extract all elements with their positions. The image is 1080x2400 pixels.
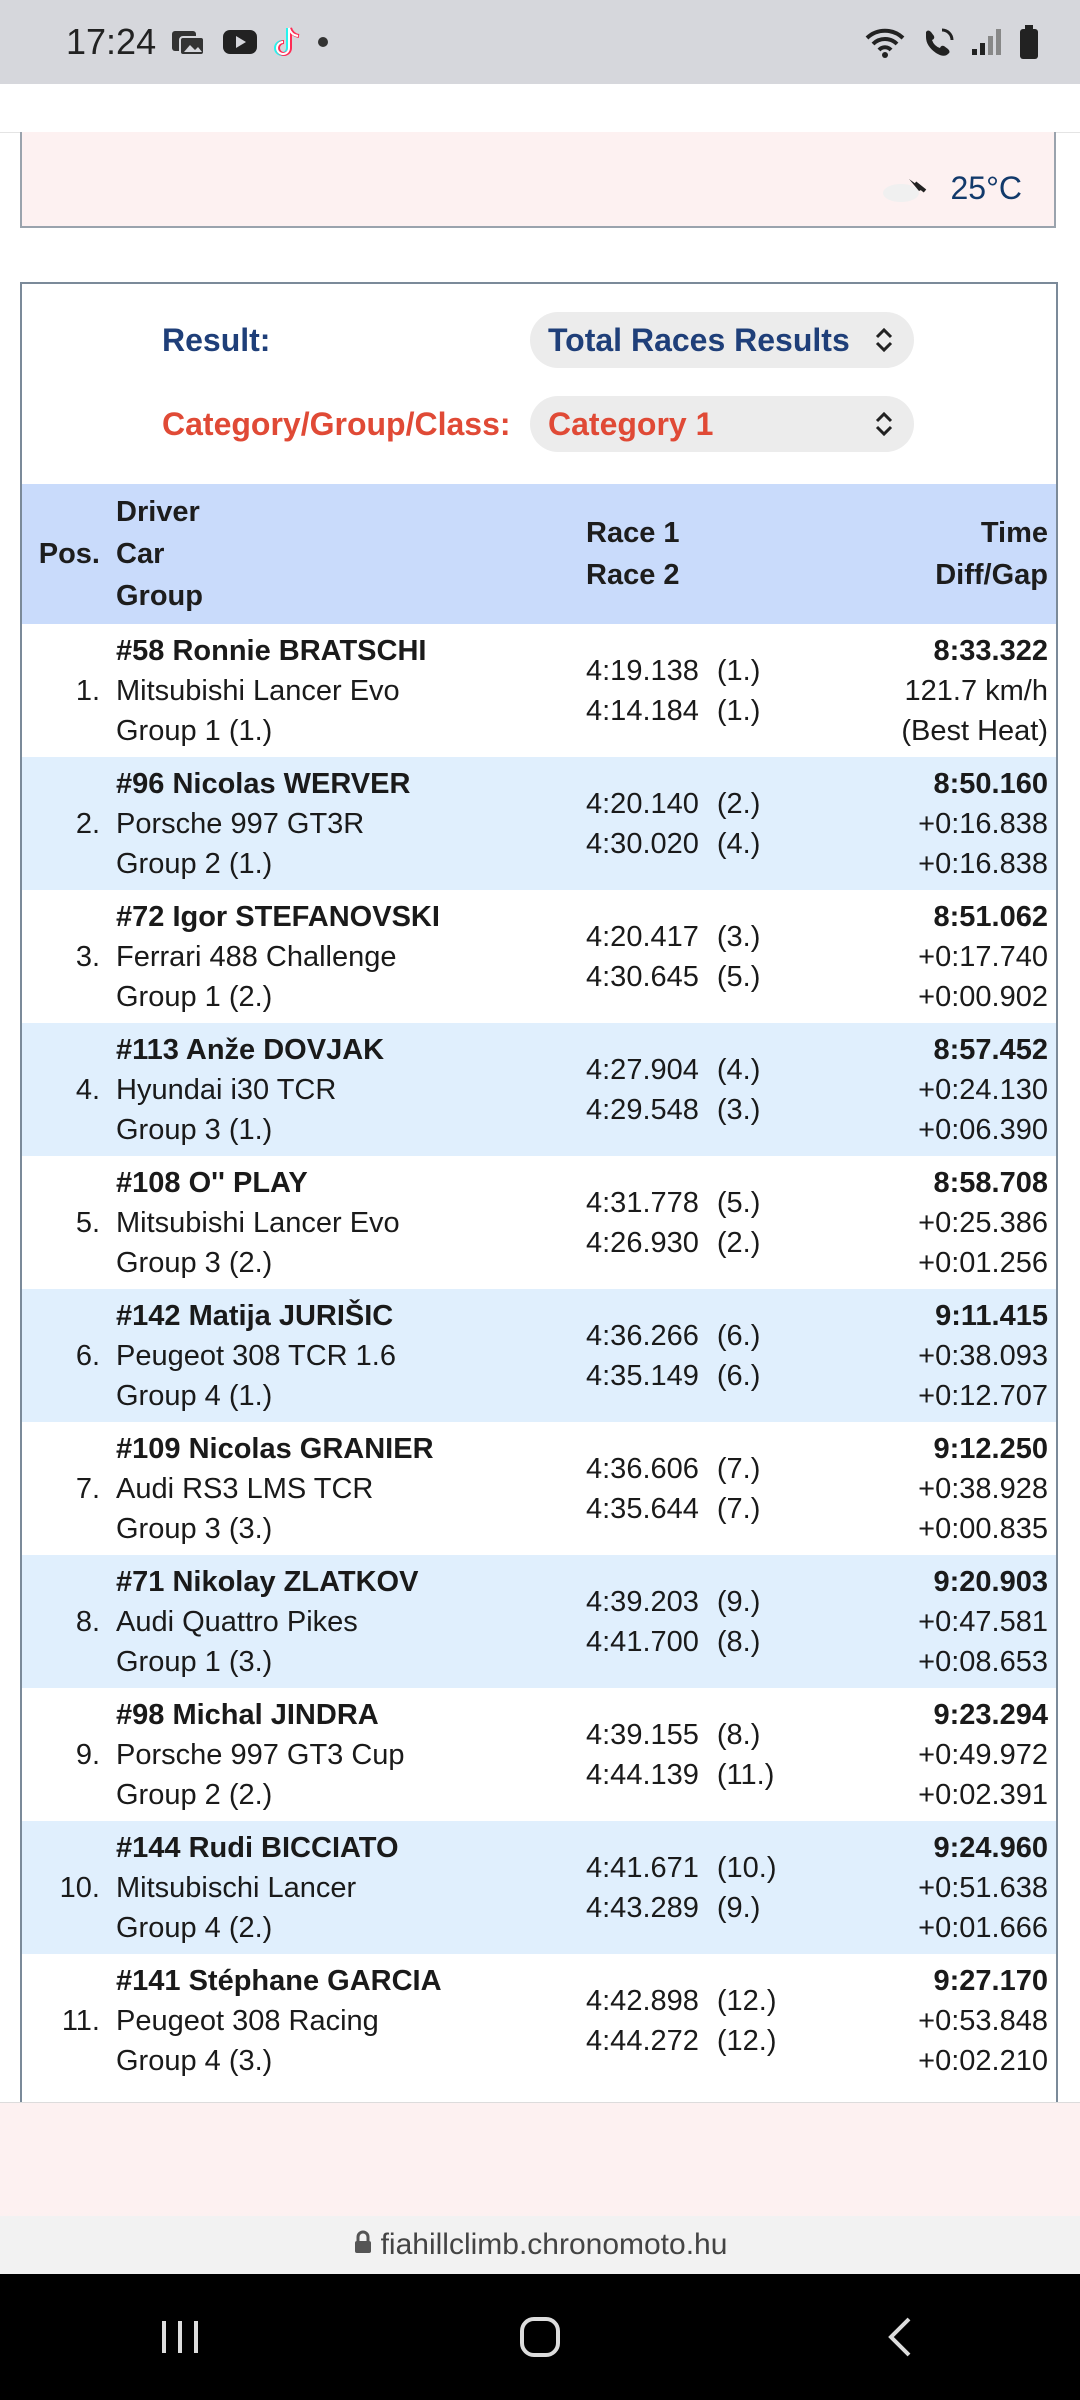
time-gap: +0:08.653 — [918, 1645, 1048, 1678]
position: 11. — [22, 1954, 108, 2087]
page-header-remnant — [0, 84, 1080, 133]
time-diff: +0:53.848 — [918, 2004, 1048, 2037]
youtube-icon — [222, 28, 258, 56]
total-time: 9:24.960 — [933, 1831, 1048, 1864]
time-gap: +0:00.835 — [918, 1512, 1048, 1545]
event-info-box — [20, 132, 1056, 228]
table-row — [22, 1954, 1056, 2087]
table-row — [22, 757, 1056, 890]
position: 2. — [22, 757, 108, 890]
time-cell — [886, 1688, 1056, 1821]
race1-result — [586, 1848, 886, 1888]
race2-rank: (7.) — [716, 1492, 761, 1525]
back-button[interactable] — [840, 2297, 960, 2377]
time-gap: +0:02.210 — [918, 2044, 1048, 2077]
driver-cell — [108, 1156, 586, 1289]
wifi-calling-icon — [920, 26, 956, 58]
race1-rank: (3.) — [716, 920, 761, 953]
race-times-cell — [586, 1156, 886, 1289]
time-cell — [886, 624, 1056, 757]
race-times-cell — [586, 1954, 886, 2087]
race2-rank: (12.) — [716, 2024, 777, 2057]
race1-rank: (9.) — [716, 1585, 761, 1618]
group-rank: Group 3 (2.) — [116, 1246, 273, 1279]
driver-cell — [108, 1555, 586, 1688]
partly-cloudy-icon — [879, 171, 935, 207]
battery-icon — [1018, 24, 1040, 60]
position: 10. — [22, 1821, 108, 1954]
race1-time: 4:19.138 — [586, 654, 699, 687]
time-cell — [886, 757, 1056, 890]
driver-cell — [108, 1954, 586, 2087]
lock-icon — [353, 2228, 373, 2262]
race1-time: 4:42.898 — [586, 1984, 699, 2017]
race1-result — [586, 1582, 886, 1622]
page-footer-area — [0, 2102, 1080, 2217]
weather — [879, 170, 1023, 207]
group-rank: Group 4 (1.) — [116, 1379, 273, 1412]
total-time: 9:27.170 — [933, 1964, 1048, 1997]
driver-name[interactable]: #108 O'' PLAY — [116, 1166, 308, 1199]
race2-result — [586, 1622, 886, 1662]
header-group-label: Group — [116, 580, 203, 612]
header-race2-label: Race 2 — [586, 559, 680, 591]
time-gap: +0:00.902 — [918, 980, 1048, 1013]
time-diff: +0:16.838 — [918, 807, 1048, 840]
results-panel — [20, 282, 1058, 2102]
table-row — [22, 890, 1056, 1023]
race-times-cell — [586, 624, 886, 757]
car-name: Porsche 997 GT3R — [116, 807, 365, 840]
total-time: 8:51.062 — [933, 900, 1048, 933]
race1-time: 4:39.155 — [586, 1718, 699, 1751]
car-name: Audi Quattro Pikes — [116, 1605, 358, 1638]
race2-rank: (3.) — [716, 1093, 761, 1126]
group-rank: Group 1 (3.) — [116, 1645, 273, 1678]
race2-result — [586, 1888, 886, 1928]
status-time: 17:24 — [66, 21, 157, 62]
time-diff: +0:38.093 — [918, 1339, 1048, 1372]
race1-time: 4:41.671 — [586, 1851, 699, 1884]
race-times-cell — [586, 1688, 886, 1821]
position: 3. — [22, 890, 108, 1023]
race1-result — [586, 917, 886, 957]
race2-rank: (2.) — [716, 1226, 761, 1259]
race1-rank: (1.) — [716, 654, 761, 687]
race2-time: 4:43.289 — [586, 1891, 699, 1924]
header-time-label: Time — [980, 517, 1048, 549]
race1-time: 4:36.266 — [586, 1319, 699, 1352]
driver-cell — [108, 890, 586, 1023]
race-times-cell — [586, 757, 886, 890]
race2-result — [586, 691, 886, 731]
race2-time: 4:26.930 — [586, 1226, 699, 1259]
time-cell — [886, 1023, 1056, 1156]
time-gap: +0:06.390 — [918, 1113, 1048, 1146]
time-cell — [886, 1156, 1056, 1289]
race2-time: 4:35.149 — [586, 1359, 699, 1392]
total-time: 8:50.160 — [933, 767, 1048, 800]
total-time: 8:57.452 — [933, 1033, 1048, 1066]
race2-result — [586, 1755, 886, 1795]
position: 1. — [22, 624, 108, 757]
table-row — [22, 1023, 1056, 1156]
driver-name[interactable]: #113 Anže DOVJAK — [116, 1033, 385, 1066]
race-times-cell — [586, 1555, 886, 1688]
recents-button[interactable] — [120, 2297, 240, 2377]
position: 6. — [22, 1289, 108, 1422]
group-rank: Group 1 (1.) — [116, 714, 273, 747]
total-time: 8:33.322 — [933, 634, 1048, 667]
driver-cell — [108, 1821, 586, 1954]
race-times-cell — [586, 1422, 886, 1555]
position: 5. — [22, 1156, 108, 1289]
race1-result — [586, 784, 886, 824]
race2-time: 4:35.644 — [586, 1492, 699, 1525]
navigation-bar — [0, 2274, 1080, 2400]
category-select[interactable] — [530, 396, 914, 452]
total-time: 8:58.708 — [933, 1166, 1048, 1199]
time-gap: +0:01.256 — [918, 1246, 1048, 1279]
car-name: Mitsubishi Lancer Evo — [116, 674, 400, 707]
temperature: 25°C — [950, 170, 1022, 206]
race1-rank: (10.) — [716, 1851, 777, 1884]
race1-rank: (2.) — [716, 787, 761, 820]
race1-rank: (5.) — [716, 1186, 761, 1219]
car-name: Mitsubischi Lancer — [116, 1871, 357, 1904]
race1-rank: (12.) — [716, 1984, 777, 2017]
time-diff: 121.7 km/h — [904, 674, 1048, 707]
header-races — [586, 484, 886, 624]
driver-cell — [108, 1023, 586, 1156]
url-text: fiahillclimb.chronomoto.hu — [380, 2228, 728, 2261]
time-diff: +0:49.972 — [918, 1738, 1048, 1771]
total-time: 9:12.250 — [933, 1432, 1048, 1465]
race1-rank: (4.) — [716, 1053, 761, 1086]
category-filter — [22, 396, 1056, 456]
driver-name[interactable]: #58 Ronnie BRATSCHI — [116, 634, 427, 667]
group-rank: Group 2 (2.) — [116, 1778, 273, 1811]
race1-time: 4:20.417 — [586, 920, 699, 953]
car-name: Ferrari 488 Challenge — [116, 940, 397, 973]
result-select[interactable] — [530, 312, 914, 368]
table-row — [22, 1289, 1056, 1422]
race1-result — [586, 1715, 886, 1755]
position: 7. — [22, 1422, 108, 1555]
race1-result — [586, 1183, 886, 1223]
race1-result — [586, 1316, 886, 1356]
time-diff: +0:25.386 — [918, 1206, 1048, 1239]
table-row — [22, 1821, 1056, 1954]
group-rank: Group 3 (1.) — [116, 1113, 273, 1146]
race2-rank: (11.) — [716, 1758, 775, 1791]
time-gap: +0:02.391 — [918, 1778, 1048, 1811]
table-header — [22, 484, 1056, 624]
time-cell — [886, 1289, 1056, 1422]
time-gap: +0:16.838 — [918, 847, 1048, 880]
wifi-icon — [864, 26, 906, 58]
driver-name[interactable]: #109 Nicolas GRANIER — [116, 1432, 434, 1465]
signal-icon — [970, 27, 1004, 57]
race2-time: 4:44.139 — [586, 1758, 699, 1791]
driver-name[interactable]: #141 Stéphane GARCIA — [116, 1964, 442, 1997]
race1-rank: (6.) — [716, 1319, 761, 1352]
browser-url-bar[interactable] — [0, 2216, 1080, 2274]
results-table — [22, 484, 1056, 2087]
time-gap: (Best Heat) — [901, 714, 1048, 747]
group-rank: Group 4 (3.) — [116, 2044, 273, 2077]
group-rank: Group 1 (2.) — [116, 980, 273, 1013]
time-cell — [886, 1555, 1056, 1688]
home-button[interactable] — [480, 2297, 600, 2377]
race2-result — [586, 824, 886, 864]
car-name: Hyundai i30 TCR — [116, 1073, 337, 1106]
driver-cell — [108, 757, 586, 890]
group-rank: Group 2 (1.) — [116, 847, 273, 880]
race1-result — [586, 1050, 886, 1090]
header-diff-gap-label: Diff/Gap — [935, 559, 1048, 591]
result-select-value: Total Races Results — [548, 321, 850, 358]
total-time: 9:11.415 — [935, 1299, 1048, 1332]
race1-time: 4:31.778 — [586, 1186, 699, 1219]
total-time: 9:20.903 — [933, 1565, 1048, 1598]
driver-name[interactable]: #98 Michal JINDRA — [116, 1698, 379, 1731]
race1-result — [586, 1449, 886, 1489]
header-driver — [108, 484, 586, 624]
race2-time: 4:44.272 — [586, 2024, 699, 2057]
race2-result — [586, 957, 886, 997]
car-name: Porsche 997 GT3 Cup — [116, 1738, 405, 1771]
status-bar — [0, 0, 1080, 84]
time-cell — [886, 890, 1056, 1023]
race2-result — [586, 1489, 886, 1529]
header-race1-label: Race 1 — [586, 517, 680, 549]
race2-rank: (9.) — [716, 1891, 761, 1924]
race2-result — [586, 1356, 886, 1396]
time-diff: +0:51.638 — [918, 1871, 1048, 1904]
header-time — [886, 484, 1056, 624]
header-pos: Pos. — [22, 484, 108, 624]
race1-result — [586, 1981, 886, 2021]
car-name: Peugeot 308 Racing — [116, 2004, 379, 2037]
race2-rank: (4.) — [716, 827, 761, 860]
race2-time: 4:14.184 — [586, 694, 699, 727]
race1-time: 4:27.904 — [586, 1053, 699, 1086]
race2-result — [586, 1223, 886, 1263]
category-label: Category/Group/Class: — [162, 406, 511, 442]
race2-rank: (6.) — [716, 1359, 761, 1392]
race-times-cell — [586, 1821, 886, 1954]
driver-name[interactable]: #144 Rudi BICCIATO — [116, 1831, 399, 1864]
race2-rank: (1.) — [716, 694, 761, 727]
driver-name[interactable]: #96 Nicolas WERVER — [116, 767, 411, 800]
category-select-value: Category 1 — [548, 405, 714, 442]
result-label: Result: — [162, 322, 271, 358]
race-times-cell — [586, 1289, 886, 1422]
home-icon — [518, 2315, 562, 2359]
table-row — [22, 1422, 1056, 1555]
race1-rank: (8.) — [716, 1718, 761, 1751]
driver-name[interactable]: #142 Matija JURIŠIC — [116, 1299, 394, 1332]
table-row — [22, 1688, 1056, 1821]
dot-icon — [316, 35, 330, 49]
time-diff: +0:17.740 — [918, 940, 1048, 973]
up-down-chevron-icon — [872, 409, 896, 439]
driver-cell — [108, 1688, 586, 1821]
header-driver-label: Driver — [116, 496, 200, 528]
time-cell — [886, 1422, 1056, 1555]
race2-result — [586, 2021, 886, 2061]
race2-result — [586, 1090, 886, 1130]
recents-icon — [158, 2317, 202, 2357]
tiktok-icon — [272, 25, 302, 59]
driver-name[interactable]: #71 Nikolay ZLATKOV — [116, 1565, 419, 1598]
table-row — [22, 1156, 1056, 1289]
position: 4. — [22, 1023, 108, 1156]
position: 9. — [22, 1688, 108, 1821]
time-cell — [886, 1821, 1056, 1954]
position: 8. — [22, 1555, 108, 1688]
race1-time: 4:39.203 — [586, 1585, 699, 1618]
car-name: Peugeot 308 TCR 1.6 — [116, 1339, 396, 1372]
time-cell — [886, 1954, 1056, 2087]
car-name: Audi RS3 LMS TCR — [116, 1472, 374, 1505]
driver-name[interactable]: #72 Igor STEFANOVSKI — [116, 900, 440, 933]
up-down-chevron-icon — [872, 325, 896, 355]
race1-result — [586, 651, 886, 691]
time-gap: +0:01.666 — [918, 1911, 1048, 1944]
driver-cell — [108, 1289, 586, 1422]
race1-time: 4:20.140 — [586, 787, 699, 820]
result-filter — [22, 312, 1056, 372]
driver-cell — [108, 624, 586, 757]
back-icon — [885, 2315, 915, 2359]
race1-time: 4:36.606 — [586, 1452, 699, 1485]
table-row — [22, 624, 1056, 757]
group-rank: Group 3 (3.) — [116, 1512, 273, 1545]
header-car-label: Car — [116, 538, 165, 570]
race2-time: 4:30.645 — [586, 960, 699, 993]
group-rank: Group 4 (2.) — [116, 1911, 273, 1944]
time-diff: +0:38.928 — [918, 1472, 1048, 1505]
race2-rank: (5.) — [716, 960, 761, 993]
gallery-icon — [170, 27, 208, 57]
total-time: 9:23.294 — [933, 1698, 1048, 1731]
table-row — [22, 1555, 1056, 1688]
race2-time: 4:29.548 — [586, 1093, 699, 1126]
race1-rank: (7.) — [716, 1452, 761, 1485]
driver-cell — [108, 1422, 586, 1555]
race2-time: 4:41.700 — [586, 1625, 699, 1658]
car-name: Mitsubishi Lancer Evo — [116, 1206, 400, 1239]
time-diff: +0:24.130 — [918, 1073, 1048, 1106]
time-gap: +0:12.707 — [918, 1379, 1048, 1412]
race2-rank: (8.) — [716, 1625, 761, 1658]
race-times-cell — [586, 1023, 886, 1156]
race-times-cell — [586, 890, 886, 1023]
time-diff: +0:47.581 — [918, 1605, 1048, 1638]
race2-time: 4:30.020 — [586, 827, 699, 860]
